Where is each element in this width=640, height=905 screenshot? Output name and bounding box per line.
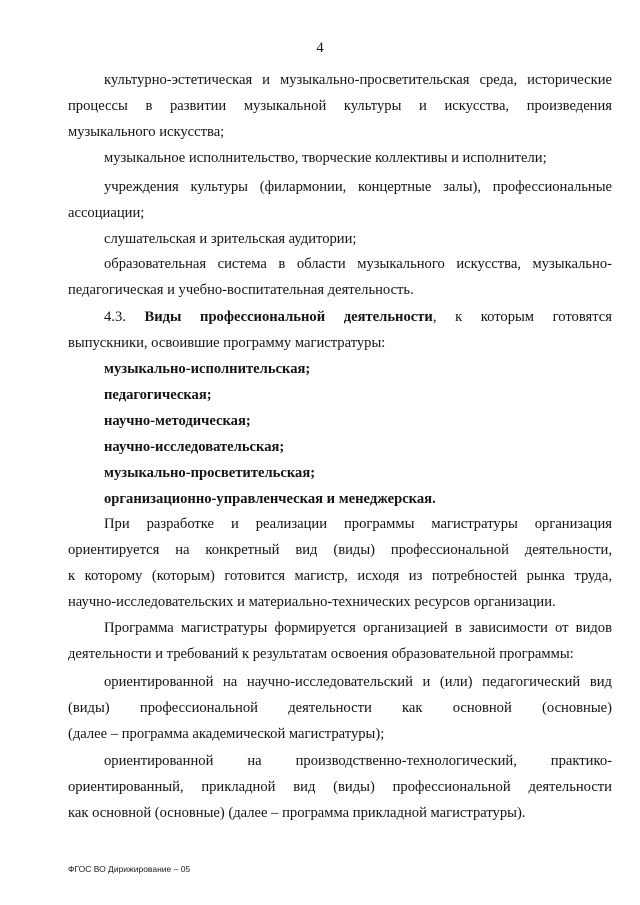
text-line: ассоциации; <box>68 205 145 221</box>
text-line: процессы в развитии музыкальной культуры и искусства, произведения <box>68 98 612 114</box>
text-line: слушательская и зрительская аудитории; <box>104 231 357 247</box>
text-line: выпускники, освоившие программу магистратуры: <box>68 335 386 351</box>
text-line: к которому (которым) готовится магистр, исходя из потребностей рынка труда, <box>68 568 612 584</box>
list-item: музыкально-просветительская; <box>104 465 316 481</box>
text-line: (далее – программа академической магистратуры); <box>68 726 385 742</box>
text-line: ориентированной на производственно-технологический, практико- <box>104 753 612 769</box>
section-title-bold: деятельности <box>343 309 433 325</box>
page-number: 4 <box>316 40 324 56</box>
text-line: деятельности и требований к результатам освоения образовательной программы: <box>68 646 574 662</box>
text-line: учреждения культуры (филармонии, концертные залы), профессиональные <box>104 179 612 195</box>
text-line: музыкального искусства; <box>68 124 225 140</box>
text-line: музыкальное исполнительство, творческие коллективы и исполнители; <box>104 150 547 166</box>
text-line: Программа магистратуры формируется организацией в зависимости от видов <box>104 620 612 636</box>
list-item: научно-методическая; <box>104 413 251 429</box>
text-line: образовательная система в области музыкального искусства, музыкально- <box>104 256 612 272</box>
text-line: ориентированной на научно-исследовательский и (или) педагогический вид <box>104 674 612 690</box>
list-item: организационно-управленческая и менеджерская. <box>104 491 436 507</box>
text-line: ориентируется на конкретный вид (виды) профессиональной деятельности, <box>68 542 612 558</box>
text-line: научно-исследовательских и материально-технических ресурсов организации. <box>68 594 556 610</box>
list-item: педагогическая; <box>104 387 212 403</box>
section-title-bold: профессиональной <box>200 309 326 325</box>
text-line: педагогическая и учебно-воспитательная деятельность. <box>68 282 414 298</box>
list-item: научно-исследовательская; <box>104 439 285 455</box>
list-item: музыкально-исполнительская; <box>104 361 311 377</box>
section-heading-rest: , к которым готовятся <box>432 309 612 325</box>
section-heading-line <box>104 307 612 327</box>
section-title-bold: Виды <box>144 309 182 325</box>
text-line: При разработке и реализации программы магистратуры организация <box>104 516 612 532</box>
text-line: ориентированный, прикладной вид (виды) профессиональной деятельности <box>68 779 612 795</box>
text-line: культурно-эстетическая и музыкально-просветительская среда, исторические <box>104 72 612 88</box>
document-footer: ФГОС ВО Дирижирование – 05 <box>68 864 191 874</box>
text-line: (виды) профессиональной деятельности как основной (основные) <box>68 700 612 716</box>
section-number: 4.3. <box>104 309 126 325</box>
text-line: как основной (основные) (далее – программа прикладной магистратуры). <box>68 805 526 821</box>
